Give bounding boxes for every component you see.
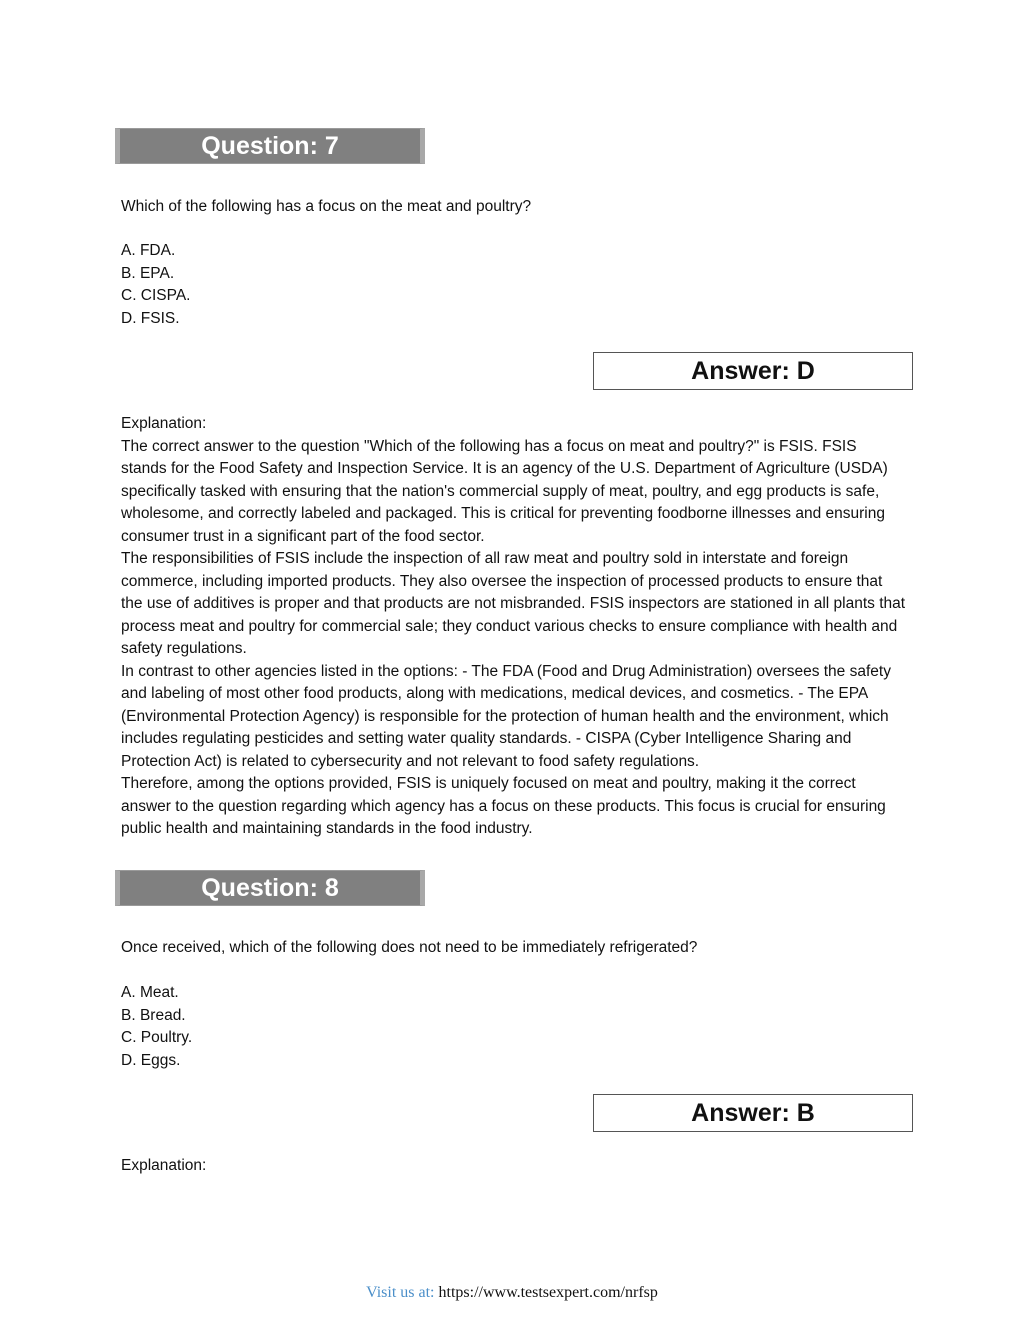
option-d: D. Eggs.: [121, 1051, 181, 1069]
option-c: C. Poultry.: [121, 1029, 193, 1046]
question-7-header: Question: 7: [115, 128, 425, 164]
question-8-header: Question: 8: [115, 870, 425, 906]
footer-label: Visit us at:: [366, 1284, 439, 1301]
option-d: D. FSIS.: [121, 309, 180, 327]
explanation-label: Explanation:: [121, 415, 207, 432]
question-7-answer: Answer: D: [593, 352, 913, 390]
explanation-paragraph: Therefore, among the options provided, FSIS is uniquely focused on meat and poultry, making it the correct answer to the question regarding which agency has a focus on these products. This focus is crucial for ensuring public health and maintaining standards in the food industry.: [121, 775, 886, 837]
explanation-paragraph: The correct answer to the question "Which of the following has a focus on meat and poultry?" is FSIS. FSIS stands for the Food Safety and Inspection Service. It is an agency of the U.S. Department of Agriculture (USDA) specifically tasked with ensuring that the nation's commercial supply of meat, poultry, and egg products is safe, wholesome, and correctly labeled and packaged. This is critical for preventing foodborne illnesses and ensuring consumer trust in a significant part of the food sector.: [121, 437, 888, 545]
explanation-paragraph: The responsibilities of FSIS include the inspection of all raw meat and poultry sold in interstate and foreign commerce, including imported products. They also oversee the inspection of processed products to ensure that the use of additives is proper and that products are not misbranded. FSIS inspectors are stationed in all plants that process meat and poultry for commercial sale; they conduct various checks to ensure compliance with health and safety regulations.: [121, 550, 906, 657]
footer: [0, 1284, 1024, 1302]
option-b: B. EPA.: [121, 264, 175, 282]
question-8-options: [121, 982, 921, 1072]
option-b: B. Bread.: [121, 1006, 186, 1024]
option-c: C. CISPA.: [121, 287, 191, 304]
question-8-answer: Answer: B: [593, 1094, 913, 1132]
explanation-paragraph: In contrast to other agencies listed in the options: - The FDA (Food and Drug Administration) oversees the safety and labeling of most other food products, along with medications, medical devices, and cosmetics. - The EPA (Environmental Protection Agency) is responsible for the protection of human health and the environment, which includes regulating pesticides and setting water quality standards. - CISPA (Cyber Intelligence Sharing and Protection Act) is related to cybersecurity and not relevant to food safety regulations.: [121, 662, 891, 770]
option-a: A. Meat.: [121, 984, 179, 1001]
footer-url-link[interactable]: https://www.testsexpert.com/nrfsp: [438, 1284, 658, 1301]
question-8-explanation-label: Explanation:: [121, 1157, 207, 1174]
question-7-options: [121, 240, 921, 330]
option-a: A. FDA.: [121, 242, 176, 259]
question-7-prompt: Which of the following has a focus on the meat and poultry?: [121, 198, 532, 215]
question-7-explanation: [121, 413, 906, 841]
question-8-prompt: Once received, which of the following does not need to be immediately refrigerated?: [121, 939, 698, 956]
